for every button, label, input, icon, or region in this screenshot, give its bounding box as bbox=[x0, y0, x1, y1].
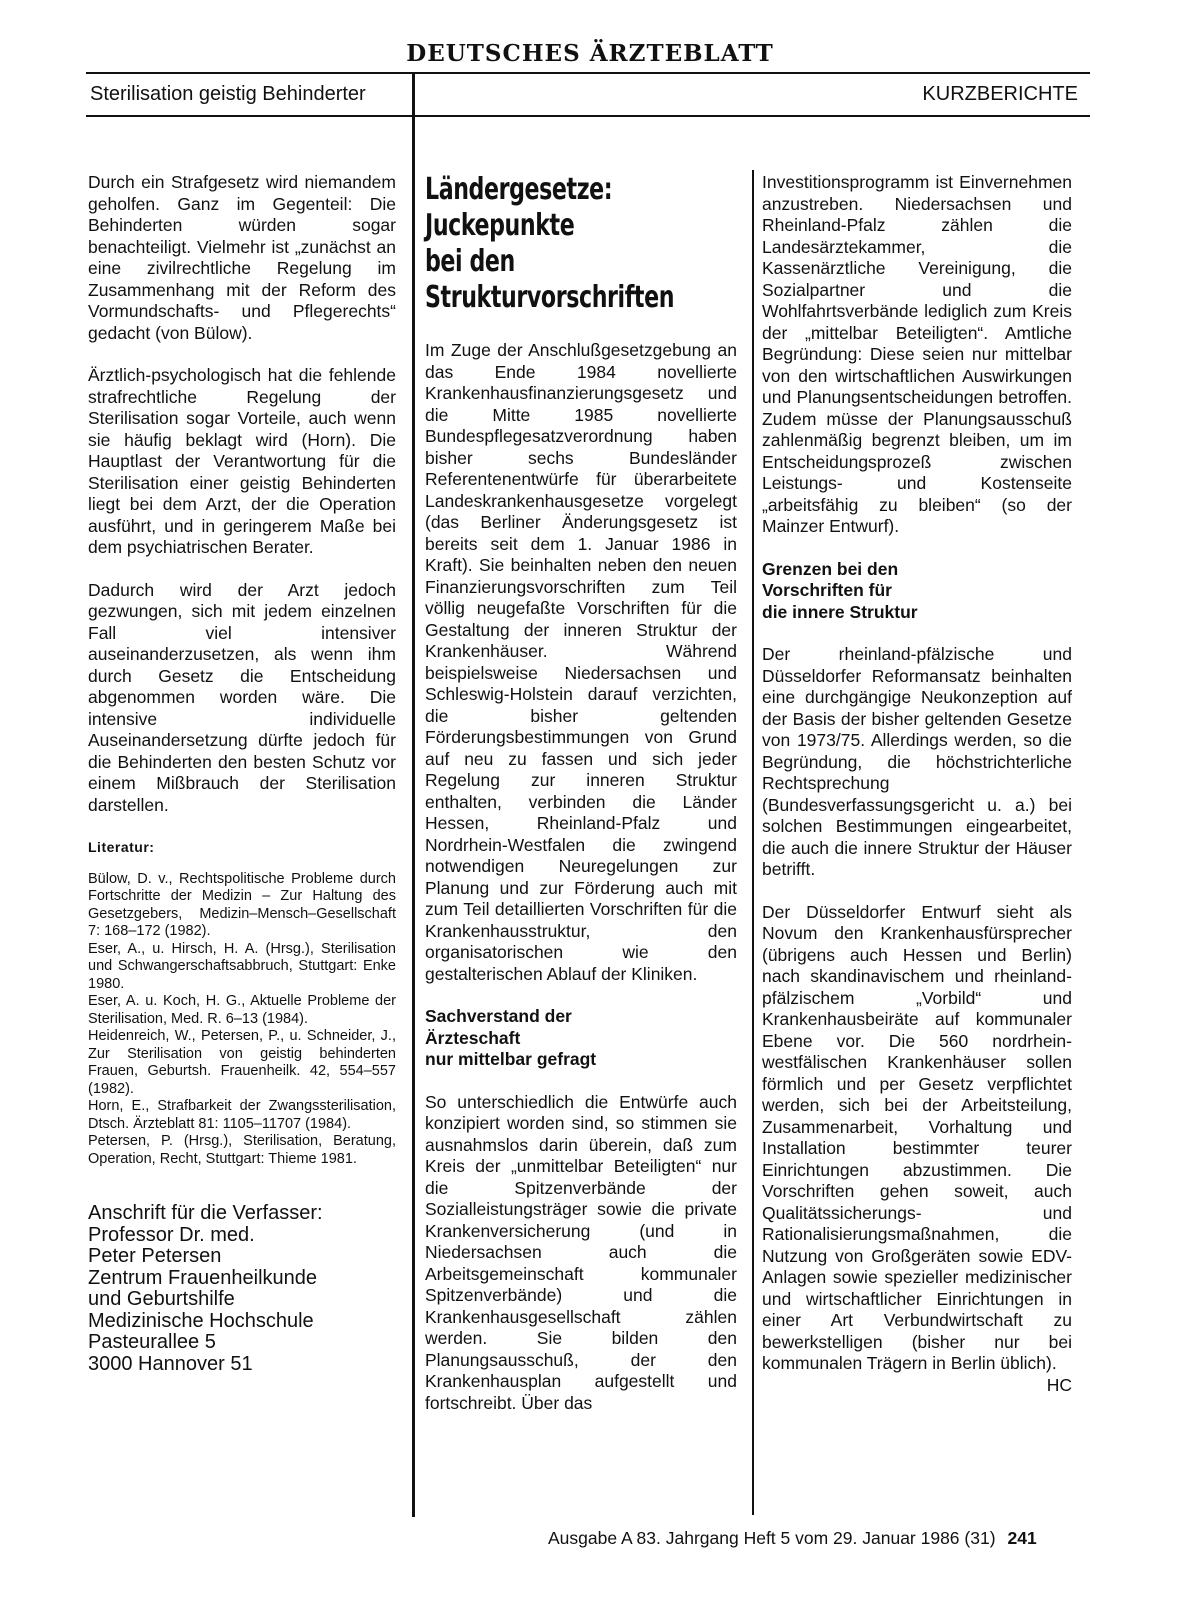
author-initials: HC bbox=[1046, 1374, 1072, 1395]
subheading-line: Vorschriften für bbox=[762, 580, 892, 600]
column-right bbox=[762, 172, 1072, 1396]
subheading-line: Ärzteschaft bbox=[425, 1027, 521, 1048]
address-line: und Geburtshilfe bbox=[88, 1288, 235, 1310]
author-address bbox=[88, 1203, 396, 1375]
header-rule bbox=[86, 72, 1090, 74]
journal-masthead: DEUTSCHES ÄRZTEBLATT bbox=[406, 40, 774, 67]
reference-item: Petersen, P. (Hrsg.), Sterilisation, Beratung, Operation, Recht, Stuttgart: Thieme 1981. bbox=[88, 1133, 396, 1167]
paragraph: Im Zuge der Anschlußgesetzgebung an das Ende 1984 novellierte Krankenhausfinanzierungsgesetz und die Mitte 1985 novellierte Bundespflegesatzverordnung haben bisher sechs Bundesländer Referentenentwürfe für überarbeitete Landeskrankenhausgesetze vorgelegt (das Berliner Änderungsgesetz ist bereits seit dem 1. Januar 1986 in Kraft). Sie beinhalten neben den neuen Finanzierungsvorschriften zum Teil völlig neugefaßte Vorschriften für die Gestaltung der inneren Struktur der Krankenhäuser. Während beispielsweise Niedersachsen und Schleswig-Holstein darauf verzichten, die bisher geltenden Förderungsbestimmungen von Grund auf neu zu fassen und sich jeder Regelung zur inneren Struktur enthalten, verbinden die Länder Hessen, Rheinland-Pfalz und Nordrhein-Westfalen die zwingend notwendigen Neuregelungen zur Planung und zur Förderung auch mit zum Teil detaillierten Vorschriften für die Krankenhausstruktur, den organisatorischen wie den gestalterischen Ablauf der Kliniken. bbox=[425, 340, 737, 984]
subheading-line: Sachverstand der bbox=[425, 1006, 572, 1026]
address-line: 3000 Hannover 51 bbox=[88, 1352, 253, 1375]
page-number: 241 bbox=[1007, 1528, 1037, 1548]
column-divider-main bbox=[412, 72, 415, 1517]
headline-line: Juckepunkte bbox=[425, 208, 575, 243]
running-head-left: Sterilisation geistig Behinderter bbox=[90, 83, 366, 105]
paragraph: So unterschiedlich die Entwürfe auch konzipiert worden sind, so stimmen sie ausnahmslos darin überein, daß zum Kreis der „unmittelbar Beteiligten“ nur die Spitzenverbände der Sozialleistungsträger sowie die private Krankenversicherung (und in Niedersachsen auch die Arbeitsgemeinschaft kommunaler Spitzenverbände) und die Krankenhausgesellschaft zählen werden. Sie bilden den Planungsausschuß, der den Krankenhausplan aufgestellt und fortschreibt. Über das bbox=[425, 1091, 737, 1413]
page-footer bbox=[548, 1528, 1037, 1549]
headline-line: bei den bbox=[425, 244, 515, 279]
signoff-row bbox=[762, 1375, 1072, 1397]
reference-item: Bülow, D. v., Rechtspolitische Probleme durch Fortschritte der Medizin – Zur Haltung des Gesetzgebers, Medizin–Mensch–Gesellschaft 7: 168–172 (1982). bbox=[88, 870, 396, 939]
paragraph: Dadurch wird der Arzt jedoch gezwungen, sich mit jedem einzelnen Fall viel intensiver auseinanderzusetzen, als wenn ihm durch Gesetz die Entscheidung abgenommen worden wäre. Die intensive individuelle Auseinandersetzung dürfte jedoch für die Behinderten den besten Schutz vor einem Mißbrauch der Sterilisation darstellen. bbox=[88, 579, 396, 815]
reference-item: Heidenreich, W., Petersen, P., u. Schneider, J., Zur Sterilisation von geistig behinderten Frauen, Geburtsh. Frauenheilk. 42, 554–557 (1982). bbox=[88, 1028, 396, 1097]
header-rule-bottom bbox=[86, 115, 1090, 117]
subheading-line: Grenzen bei den bbox=[762, 558, 899, 579]
paragraph: Investitionsprogramm ist Einvernehmen anzustreben. Niedersachsen und Rheinland-Pfalz zählen die Landesärztekammer, die Kassenärztliche Vereinigung, die Sozialpartner und die Wohlfahrtsverbände lediglich zum Kreis der „mittelbar Beteiligten“. Amtliche Begründung: Diese seien nur mittelbar von den wirtschaftlichen Auswirkungen und Planungsentscheidungen betroffen. Zudem müsse der Planungsausschuß zahlenmäßig begrenzt bleiben, um im Entscheidungsprozeß zwischen Leistungs- und Kostenseite „arbeitsfähig zu bleiben“ (so der Mainzer Entwurf). bbox=[762, 172, 1072, 536]
address-line: Medizinische Hochschule bbox=[88, 1309, 314, 1332]
headline-line: Strukturvorschriften bbox=[425, 280, 675, 315]
address-line: Pasteurallee 5 bbox=[88, 1331, 216, 1353]
paragraph: Durch ein Strafgesetz wird niemandem geholfen. Ganz im Gegenteil: Die Behinderten würden sogar benachteiligt. Vielmehr ist „zunächst an eine zivilrechtliche Regelung im Zusammenhang mit der Reform des Vormundschafts- und Pflegerechts“ gedacht (von Bülow). bbox=[88, 172, 396, 343]
issue-info: Ausgabe A 83. Jahrgang Heft 5 vom 29. Januar 1986 (31) bbox=[548, 1528, 996, 1548]
address-line: Zentrum Frauenheilkunde bbox=[88, 1266, 318, 1289]
address-line: Professor Dr. med. bbox=[88, 1223, 255, 1246]
column-divider bbox=[752, 170, 754, 1515]
paragraph-text: Der Düsseldorfer Entwurf sieht als Novum den Krankenhausfürsprecher (übrigens auch Hessen und Berlin) nach skandinavischem und rheinland-pfälzischem „Vorbild“ und Krankenhausbeiräte auf kommunaler Ebene vor. Die 560 nordrhein-westfälischen Krankenhäuser sollen förmlich und per Gesetz verpflichtet werden, sich bei der Arbeitsteilung, Zusammenarbeit, Vorhaltung und Installation bestimmter teurer Einrichtungen abzustimmen. Die Vorschriften gehen soweit, auch Qualitätssicherungs- und Rationalisierungsmaßnahmen, die Nutzung von Großgeräten sowie EDV-Anlagen sowie spezieller medizinischer und wirtschaftlicher Einrichtungen in einer Art Verbundwirtschaft zu bewerkstelligen (bisher nur bei kommunalen Trägern in Berlin üblich). bbox=[762, 901, 1072, 1373]
section-subheading bbox=[425, 1006, 737, 1071]
subheading-line: nur mittelbar gefragt bbox=[425, 1049, 597, 1069]
paragraph: Ärztlich-psychologisch hat die fehlende strafrechtliche Regelung der Sterilisation sogar Vorteile, auch wenn sie häufig beklagt wird (Horn). Die Hauptlast der Verantwortung für die Sterilisation einer geistig Behinderten liegt bei dem Arzt, der die Operation ausführt, und in geringerem Maße bei dem psychiatrischen Berater. bbox=[88, 365, 396, 557]
headline-line: Ländergesetze: bbox=[425, 172, 613, 207]
column-left bbox=[88, 172, 396, 1375]
reference-item: Eser, A., u. Hirsch, H. A. (Hrsg.), Sterilisation und Schwangerschaftsabbruch, Stuttgart: Enke 1980. bbox=[88, 940, 396, 992]
paragraph: Der rheinland-pfälzische und Düsseldorfer Reformansatz beinhalten eine durchgängige Neukonzeption auf der Basis der bisher geltenden Gesetze von 1973/75. Allerdings werden, so die Begründung, die höchstrichterliche Rechtsprechung (Bundesverfassungsgericht u. a.) bei solchen Bestimmungen eingearbeitet, die auch die innere Struktur der Häuser betrifft. bbox=[762, 644, 1072, 879]
column-middle bbox=[425, 172, 737, 1435]
reference-item: Horn, E., Strafbarkeit der Zwangssterilisation, Dtsch. Ärzteblatt 81: 1105–11707 (1984). bbox=[88, 1098, 396, 1132]
running-head-right: KURZBERICHTE bbox=[922, 83, 1078, 105]
reference-list bbox=[88, 871, 396, 1169]
literature-heading: Literatur: bbox=[88, 839, 155, 855]
address-line: Peter Petersen bbox=[88, 1245, 222, 1267]
article-headline bbox=[425, 172, 737, 316]
subheading-line: die innere Struktur bbox=[762, 601, 918, 622]
paragraph bbox=[762, 902, 1072, 1375]
section-subheading bbox=[762, 559, 1072, 624]
address-line: Anschrift für die Verfasser: bbox=[88, 1202, 323, 1224]
reference-item: Eser, A. u. Koch, H. G., Aktuelle Probleme der Sterilisation, Med. R. 6–13 (1984). bbox=[88, 993, 396, 1027]
